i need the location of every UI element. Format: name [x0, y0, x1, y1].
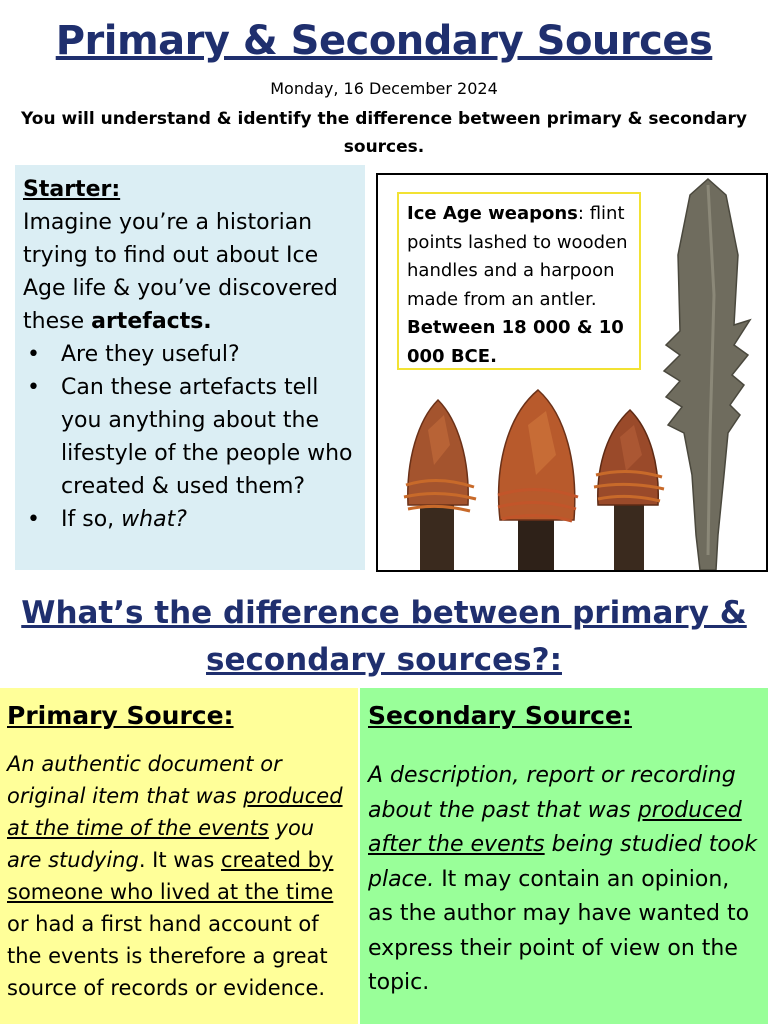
secondary-t4: It may contain an opinion, as the author may have wanted to express their point of view on the topic. [368, 866, 750, 995]
primary-t2: produced at the time of the events [7, 784, 343, 840]
starter-intro-text: Imagine you’re a historian trying to find out about Ice Age life & you’ve discovered these [23, 210, 338, 334]
secondary-t1: A description, report or recording about the past that was [368, 763, 736, 823]
secondary-source-title: Secondary Source: [368, 701, 632, 730]
caption-dates: Between 18 000 & 10 000 BCE. [407, 317, 624, 367]
starter-panel [15, 165, 365, 570]
primary-t4: . It was [138, 848, 215, 872]
caption-text: : flint points lashed to wooden handles and a harpoon made from an antler. [407, 203, 628, 310]
flint-point-right-illustration [594, 410, 664, 570]
difference-heading-text: What’s the difference between primary & secondary sources?: [21, 595, 747, 678]
primary-t6: or had a first hand account of the events is therefore a great source of records or evidence. [7, 912, 328, 1000]
page-title: Primary & Secondary Sources [55, 18, 713, 64]
primary-source-box [0, 688, 358, 1024]
secondary-source-box [360, 688, 768, 1024]
difference-heading [0, 590, 768, 684]
primary-t5: created by someone who lived at the time [7, 848, 334, 904]
primary-t1: An authentic document or original item that was [7, 752, 282, 808]
secondary-t2: produced after the events [368, 797, 742, 857]
secondary-source-definition [368, 759, 761, 1001]
primary-source-definition [7, 748, 351, 1004]
starter-heading: Starter: [23, 177, 121, 202]
starter-intro [23, 206, 357, 338]
flint-point-left-illustration [404, 400, 476, 570]
artefacts-image-panel [376, 173, 768, 572]
primary-source-title: Primary Source: [7, 701, 234, 730]
list-item: • Can these artefacts tell you anything about the lifestyle of the people who created & used them? [23, 371, 357, 503]
artefact-caption [397, 192, 641, 370]
starter-intro-bold: artefacts. [91, 309, 212, 334]
bullet3-italic: what? [121, 507, 187, 532]
bullet3-prefix: If so, [61, 507, 115, 532]
primary-t3: you are studying [7, 816, 315, 872]
list-item [23, 503, 357, 536]
starter-questions [23, 338, 357, 536]
learning-objective: You will understand & identify the difference between primary & secondary sources. [21, 109, 747, 157]
caption-bold: Ice Age weapons [407, 203, 578, 224]
date-label: Monday, 16 December 2024 [270, 79, 498, 98]
antler-harpoon-illustration [664, 179, 750, 570]
list-item: • Are they useful? [23, 338, 357, 371]
flint-point-middle-illustration [498, 390, 578, 570]
secondary-t3: being studied took place. [368, 832, 758, 892]
